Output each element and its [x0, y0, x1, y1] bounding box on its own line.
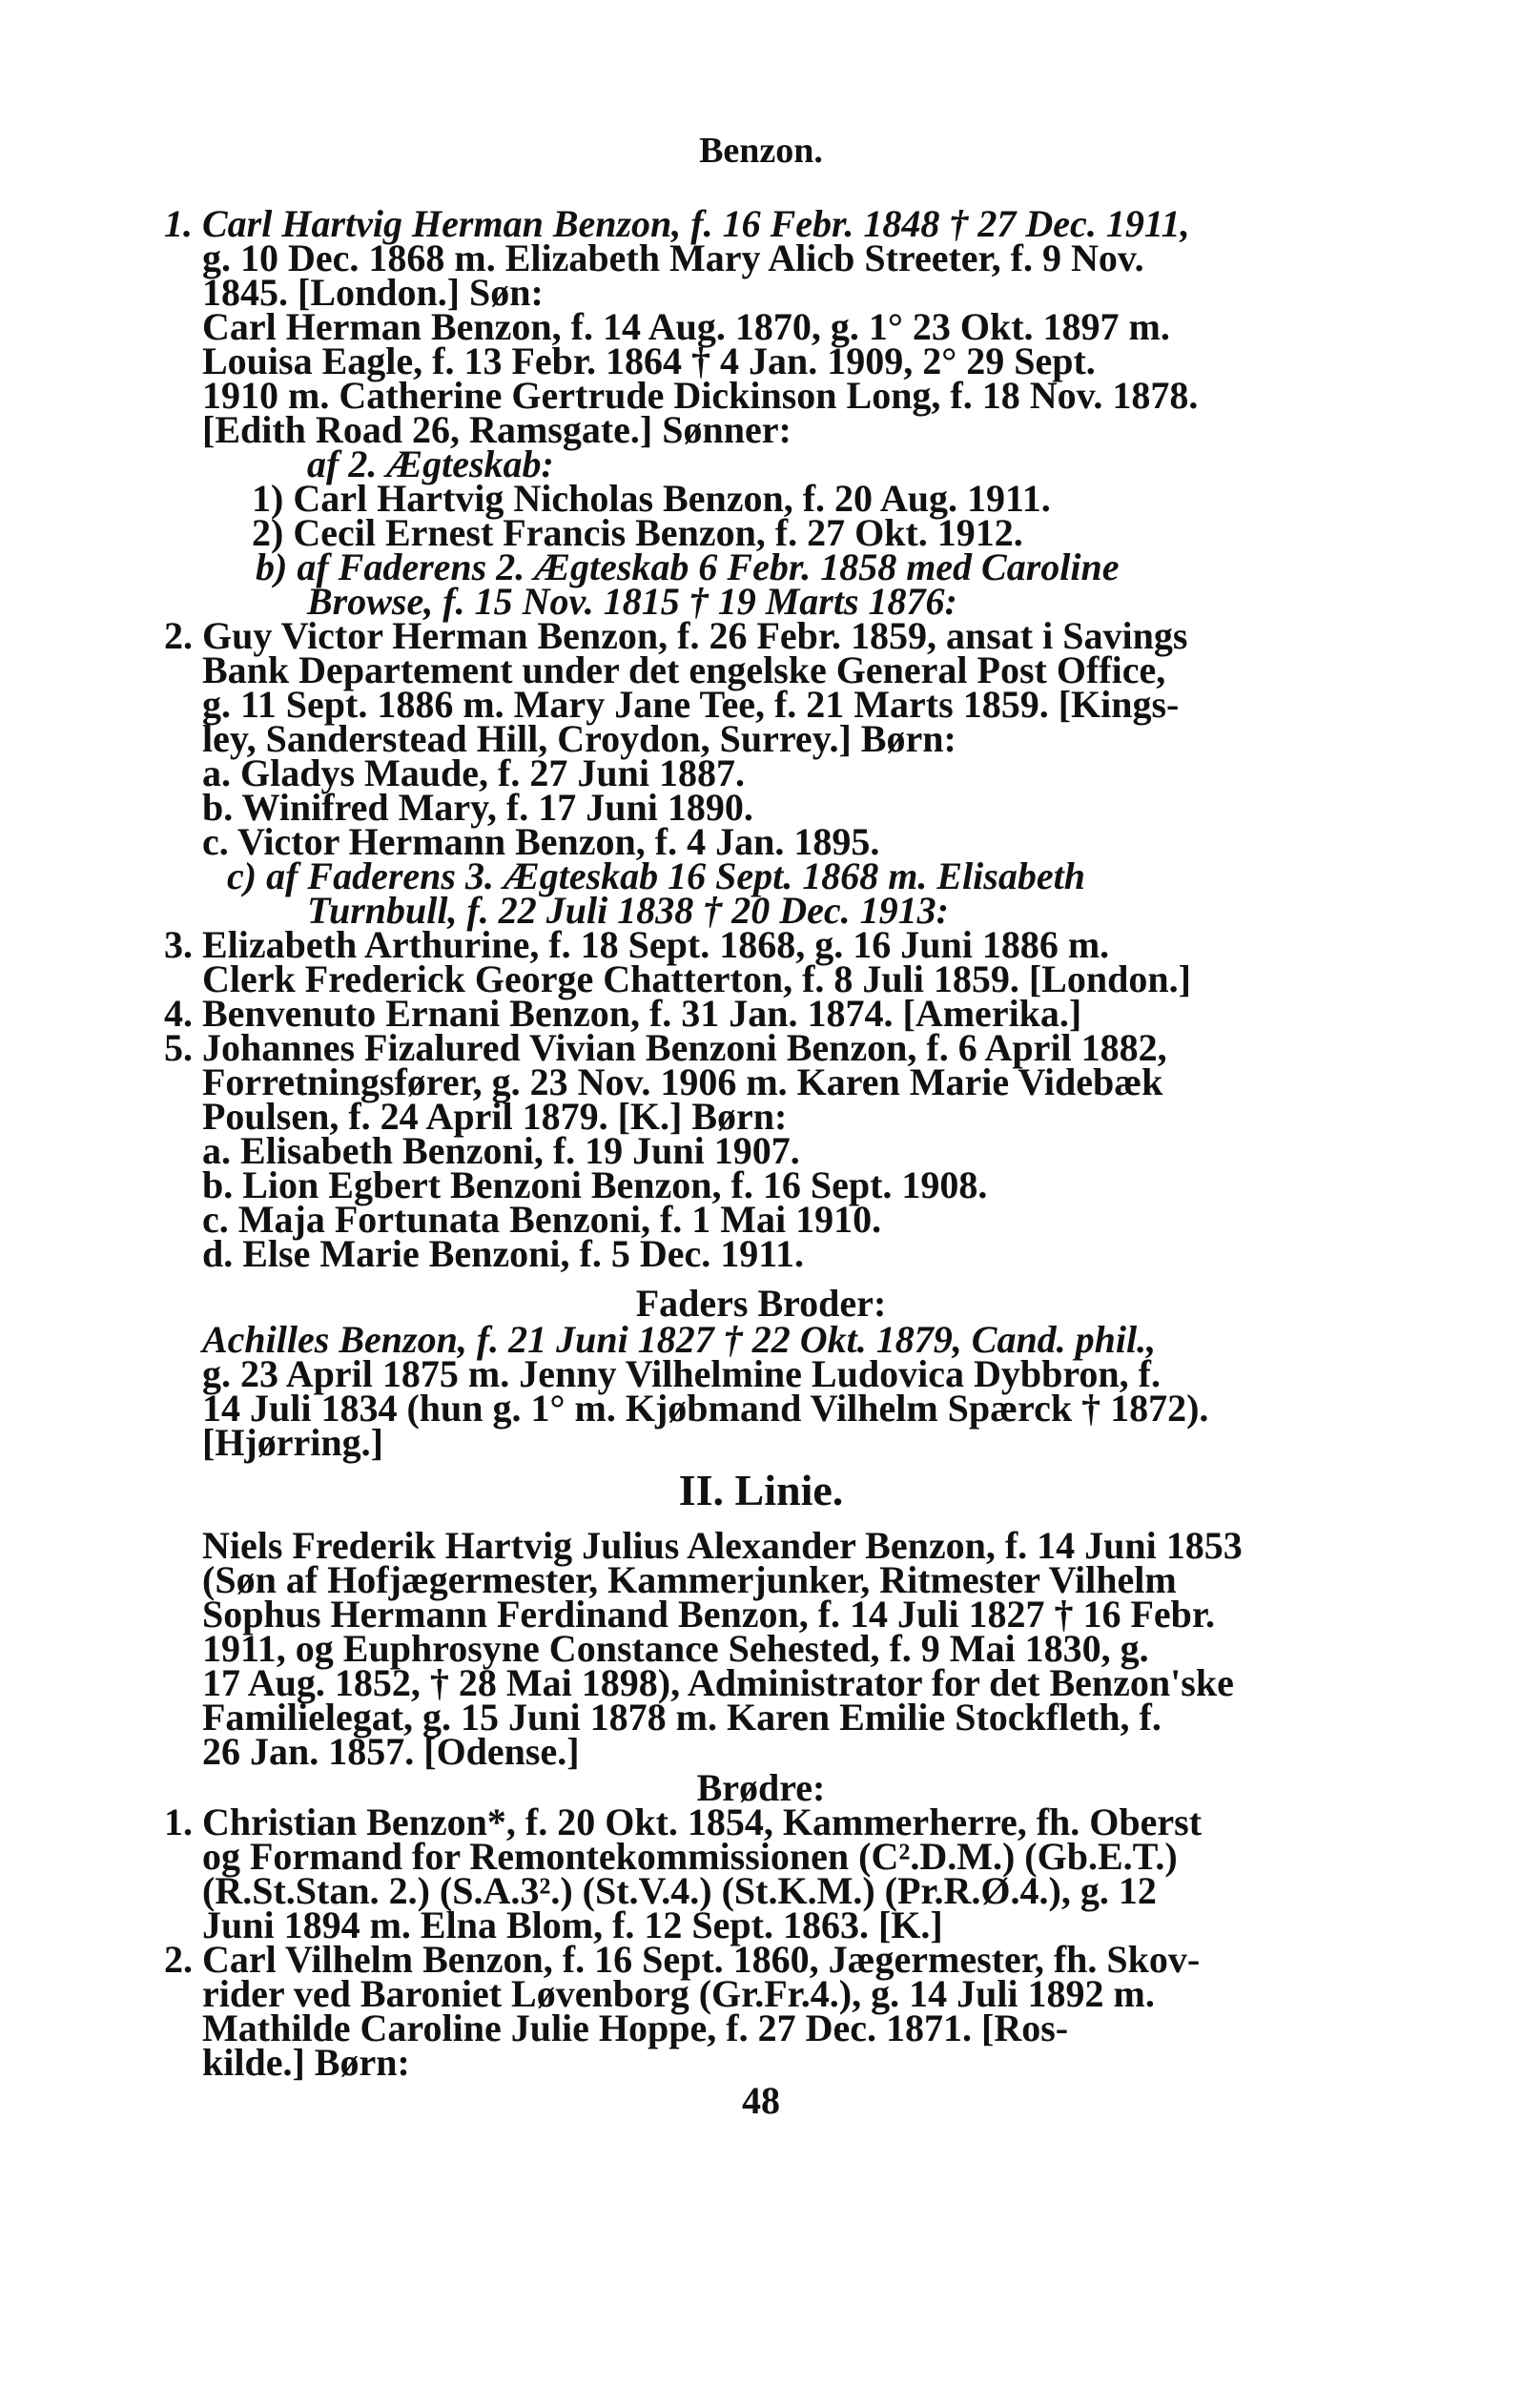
- text-line: Forretningsfører, g. 23 Nov. 1906 m. Karen Marie Videbæk: [202, 1060, 1163, 1103]
- text-line: 14 Juli 1834 (hun g. 1° m. Kjøbmand Vilhelm Spærck † 1872).: [202, 1387, 1209, 1430]
- page-title: Benzon.: [699, 131, 823, 171]
- text-line: 3. Elizabeth Arthurine, f. 18 Sept. 1868, g. 16 Juni 1886 m.: [164, 923, 1110, 966]
- text-line: 26 Jan. 1857. [Odense.]: [202, 1730, 580, 1773]
- text-line: g. 23 April 1875 m. Jenny Vilhelmine Ludovica Dybbron, f.: [202, 1352, 1161, 1395]
- text-line: 1910 m. Catherine Gertrude Dickinson Long, f. 18 Nov. 1878.: [202, 374, 1199, 417]
- text-line: Carl Herman Benzon, f. 14 Aug. 1870, g. 1° 23 Okt. 1897 m.: [202, 305, 1170, 348]
- text-line: Louisa Eagle, f. 13 Febr. 1864 † 4 Jan. 1909, 2° 29 Sept.: [202, 340, 1096, 382]
- text-line: Browse, f. 15 Nov. 1815 † 19 Marts 1876:: [307, 580, 957, 623]
- text-line: 2. Guy Victor Herman Benzon, f. 26 Febr. 1859, ansat i Savings: [164, 614, 1188, 657]
- text-line: Sophus Hermann Ferdinand Benzon, f. 14 Juli 1827 † 16 Febr.: [202, 1593, 1216, 1636]
- text-line: c) af Faderens 3. Ægteskab 16 Sept. 1868 m. Elisabeth: [227, 854, 1085, 897]
- text-line: b. Winifred Mary, f. 17 Juni 1890.: [202, 786, 753, 829]
- section-label: Faders Broder:: [635, 1282, 887, 1325]
- text-line: rider ved Baroniet Løvenborg (Gr.Fr.4.), g. 14 Juli 1892 m.: [202, 1972, 1155, 2015]
- text-line: c. Victor Hermann Benzon, f. 4 Jan. 1895.: [202, 820, 880, 863]
- text-line: Juni 1894 m. Elna Blom, f. 12 Sept. 1863. [K.]: [202, 1904, 943, 1946]
- text-line: Mathilde Caroline Julie Hoppe, f. 27 Dec. 1871. [Ros-: [202, 2007, 1069, 2049]
- text-line: a. Elisabeth Benzoni, f. 19 Juni 1907.: [202, 1129, 800, 1172]
- page-number: 48: [742, 2079, 780, 2122]
- text-line: 5. Johannes Fizalured Vivian Benzoni Benzon, f. 6 April 1882,: [164, 1026, 1167, 1069]
- text-line: kilde.] Børn:: [202, 2041, 410, 2084]
- text-line: 1845. [London.] Søn:: [202, 271, 544, 314]
- text-line: [Hjørring.]: [202, 1421, 383, 1464]
- text-line: 1911, og Euphrosyne Constance Sehested, f. 9 Mai 1830, g.: [202, 1627, 1149, 1670]
- text-line: Bank Departement under det engelske General Post Office,: [202, 648, 1166, 691]
- text-line: af 2. Ægteskab:: [307, 442, 554, 485]
- text-line: 1. Christian Benzon*, f. 20 Okt. 1854, Kammerherre, fh. Oberst: [164, 1801, 1203, 1843]
- text-line: Poulsen, f. 24 April 1879. [K.] Børn:: [202, 1095, 788, 1138]
- text-line: Turnbull, f. 22 Juli 1838 † 20 Dec. 1913:: [307, 889, 949, 932]
- text-line: Familielegat, g. 15 Juni 1878 m. Karen Emilie Stockfleth, f.: [202, 1696, 1162, 1739]
- text-line: [Edith Road 26, Ramsgate.] Sønner:: [202, 408, 792, 451]
- text-line: g. 11 Sept. 1886 m. Mary Jane Tee, f. 21 Marts 1859. [Kings-: [202, 683, 1180, 726]
- text-line: 4. Benvenuto Ernani Benzon, f. 31 Jan. 1874. [Amerika.]: [164, 992, 1082, 1035]
- text-line: (R.St.Stan. 2.) (S.A.3².) (St.V.4.) (St.K.M.) (Pr.R.Ø.4.), g. 12: [202, 1869, 1157, 1912]
- text-line: b. Lion Egbert Benzoni Benzon, f. 16 Sept. 1908.: [202, 1163, 988, 1206]
- text-line: c. Maja Fortunata Benzoni, f. 1 Mai 1910.: [202, 1198, 882, 1241]
- text-line: g. 10 Dec. 1868 m. Elizabeth Mary Alicb Streeter, f. 9 Nov.: [202, 237, 1144, 279]
- text-line: a. Gladys Maude, f. 27 Juni 1887.: [202, 751, 745, 794]
- text-line: 1) Carl Hartvig Nicholas Benzon, f. 20 Aug. 1911.: [252, 477, 1051, 520]
- text-line: Niels Frederik Hartvig Julius Alexander Benzon, f. 14 Juni 1853: [202, 1524, 1243, 1567]
- text-line: 2. Carl Vilhelm Benzon, f. 16 Sept. 1860, Jægermester, fh. Skov-: [164, 1938, 1201, 1981]
- text-line: (Søn af Hofjægermester, Kammerjunker, Ritmester Vilhelm: [202, 1558, 1177, 1601]
- text-line: 1. Carl Hartvig Herman Benzon, f. 16 Febr. 1848 † 27 Dec. 1911,: [164, 202, 1190, 245]
- text-line: Achilles Benzon, f. 21 Juni 1827 † 22 Okt. 1879, Cand. phil.,: [202, 1318, 1157, 1361]
- text-line: 2) Cecil Ernest Francis Benzon, f. 27 Okt. 1912.: [252, 511, 1023, 554]
- text-line: d. Else Marie Benzoni, f. 5 Dec. 1911.: [202, 1232, 805, 1275]
- section-label: Brødre:: [696, 1766, 826, 1809]
- text-line: og Formand for Remontekommissionen (C².D.M.) (Gb.E.T.): [202, 1835, 1178, 1878]
- section-heading: II. Linie.: [678, 1466, 844, 1514]
- text-line: 17 Aug. 1852, † 28 Mai 1898), Administrator for det Benzon'ske: [202, 1661, 1234, 1704]
- text-line: b) af Faderens 2. Ægteskab 6 Febr. 1858 med Caroline: [256, 545, 1120, 588]
- text-line: Clerk Frederick George Chatterton, f. 8 Juli 1859. [London.]: [202, 957, 1191, 1000]
- text-line: ley, Sanderstead Hill, Croydon, Surrey.] Børn:: [202, 717, 956, 760]
